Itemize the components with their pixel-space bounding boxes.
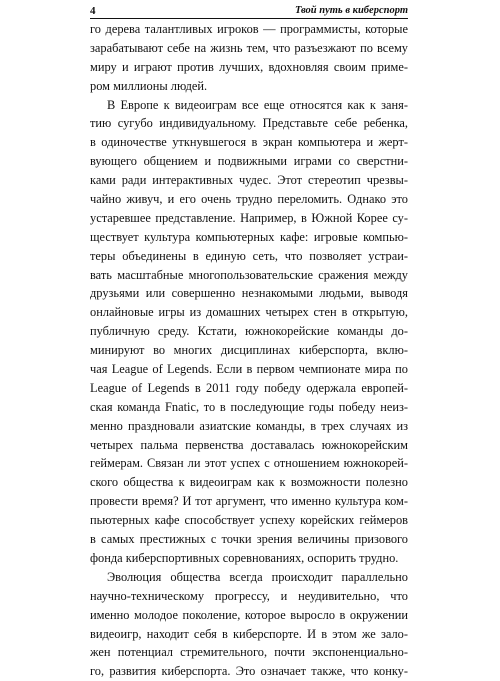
text-line: жен потенциал стремительного, почти экспоненциально- (90, 645, 408, 660)
text-line: ром миллионы людей. (90, 78, 208, 93)
text-line: в одиночестве уткнувшегося в экран компьютера и жерт- (90, 135, 408, 150)
text-line: League of Legends в 2011 году победу одержала европей- (90, 380, 408, 395)
text-line: миру и играют против лучших, вдохновляя своим приме- (90, 59, 408, 74)
page-header (90, 4, 408, 18)
text-line: фонда киберспортивных соревнованиях, оспорить трудно. (90, 550, 399, 565)
text-line: Эволюция общества всегда происходит параллельно (107, 569, 408, 584)
text-line: теры объединены в единую сеть, что позволяет устраи- (90, 248, 408, 263)
text-line: го, развития киберспорта. Это означает также, что конку- (90, 664, 408, 679)
body-text (90, 20, 408, 681)
text-line: В Европе к видеоиграм все еще относятся как к заня- (107, 97, 408, 112)
text-line: минируют во многих дисциплинах киберспорта, вклю- (90, 343, 408, 358)
text-line: зарабатывают себе на жизнь тем, что разъезжают по всему (90, 40, 408, 55)
text-line: устаревшее представление. Например, в Южной Корее су- (90, 210, 408, 225)
text-line: го дерева талантливых игроков — программисты, которые (90, 22, 408, 36)
text-line: пьютерных кафе способствует успеху корейских геймеров (90, 513, 408, 528)
page-number: 4 (90, 5, 96, 17)
text-line: публичную среду. Кстати, южнокорейские команды до- (90, 324, 408, 339)
text-line: чайно живуч, и его очень трудно переломить. Однако это (90, 192, 408, 207)
text-line: в самых престижных с точки зрения величины призового (90, 532, 408, 547)
text-line: чая League of Legends. Если в первом чемпионате мира по (90, 362, 408, 377)
text-line: научно-техническому прогрессу, и неудивительно, что (90, 588, 408, 603)
text-line: друзьями или совершенно незнакомыми людьми, выводя (90, 286, 408, 301)
text-line: онлайновые игры из домашних четырех стен в открытую, (90, 305, 408, 320)
text-line: вать масштабные многопользовательские сражения между (90, 267, 408, 282)
text-line: именно молодое поколение, которое выросло в окружении (90, 607, 408, 622)
header-rule (90, 18, 408, 19)
text-line: тию сугубо индивидуальному. Представьте себе ребенка, (90, 116, 408, 131)
text-line: менно праздновали азиатские команды, в трех случаях из (90, 418, 408, 433)
text-line: провести время? И тот аргумент, что именно культура ком- (90, 494, 408, 509)
text-line: ского общества к видеоиграм как к возможности полезно (90, 475, 408, 490)
text-line: видеоигр, находит себя в киберспорте. И в этом же зало- (90, 626, 408, 641)
paragraph (90, 568, 408, 681)
text-line: четырех пальма первенства доставалась южнокорейским (90, 437, 408, 452)
text-line: ками ради интерактивных чудес. Этот стереотип чрезвы- (90, 173, 408, 188)
paragraph (90, 96, 408, 568)
text-line: вующего общением и подвижными играми со сверстни- (90, 154, 408, 169)
text-line: ская команда Fnatic, то в последующие годы победу неиз- (90, 399, 408, 414)
running-title: Твой путь в киберспорт (294, 5, 408, 16)
text-line: ществует культура компьютерных кафе: игровые компью- (90, 229, 408, 244)
paragraph (90, 20, 408, 96)
text-line: геймерам. Связан ли этот успех с отношением южнокорей- (90, 456, 408, 471)
